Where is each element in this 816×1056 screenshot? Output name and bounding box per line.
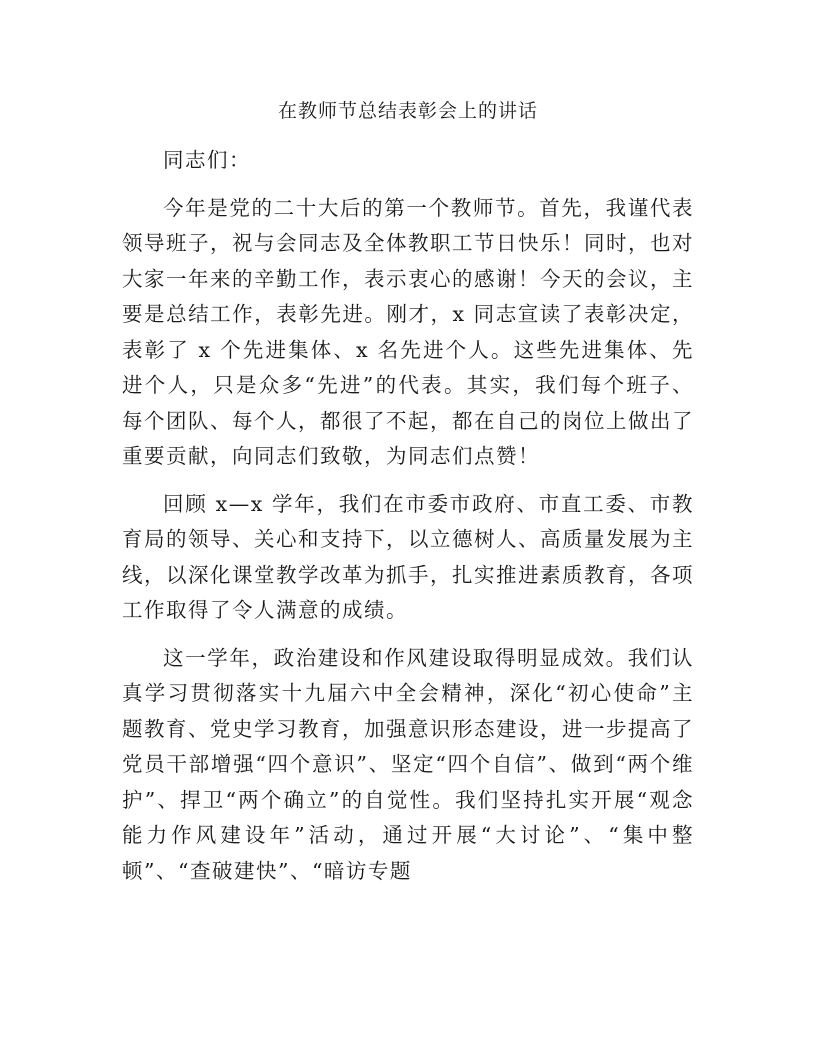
paragraph-2: 回顾 x—x 学年，我们在市委市政府、市直工委、市教育局的领导、关心和支持下，以立德树人、高质量发展为主线，以深化课堂教学改革为抓手，扎实推进素质教育，各项工作取得了令人满意的成绩。 [122,491,694,622]
salutation: 同志们： [163,148,251,172]
document-body [122,143,694,901]
paragraph-3: 这一学年，政治建设和作风建设取得明显成效。我们认真学习贯彻落实十九届六中全会精神，深化“初心使命”主题教育、党史学习教育，加强意识形态建设，进一步提高了党员干部增强“四个意识”、坚定“四个自信”、做到“两个维护”、捍卫“两个确立”的自觉性。我们坚持扎实开展“观念能力作风建设年”活动，通过开展“大讨论”、“集中整顿”、“查破建快”、“暗访专题 [122,645,694,883]
paragraph-1: 今年是党的二十大后的第一个教师节。首先，我谨代表领导班子，祝与会同志及全体教职工节日快乐！同时，也对大家一年来的辛勤工作，表示衷心的感谢！今天的会议，主要是总结工作，表彰先进。刚才，x 同志宣读了表彰决定，表彰了 x 个先进集体、x 名先进个人。这些先进集体、先进个人，只是众多“先进”的代表。其实，我们每个班子、每个团队、每个人，都很了不起，都在自己的岗位上做出了重要贡献，向同志们致敬，为同志们点赞！ [122,195,694,468]
document-title: 在教师节总结表彰会上的讲话 [277,100,538,122]
